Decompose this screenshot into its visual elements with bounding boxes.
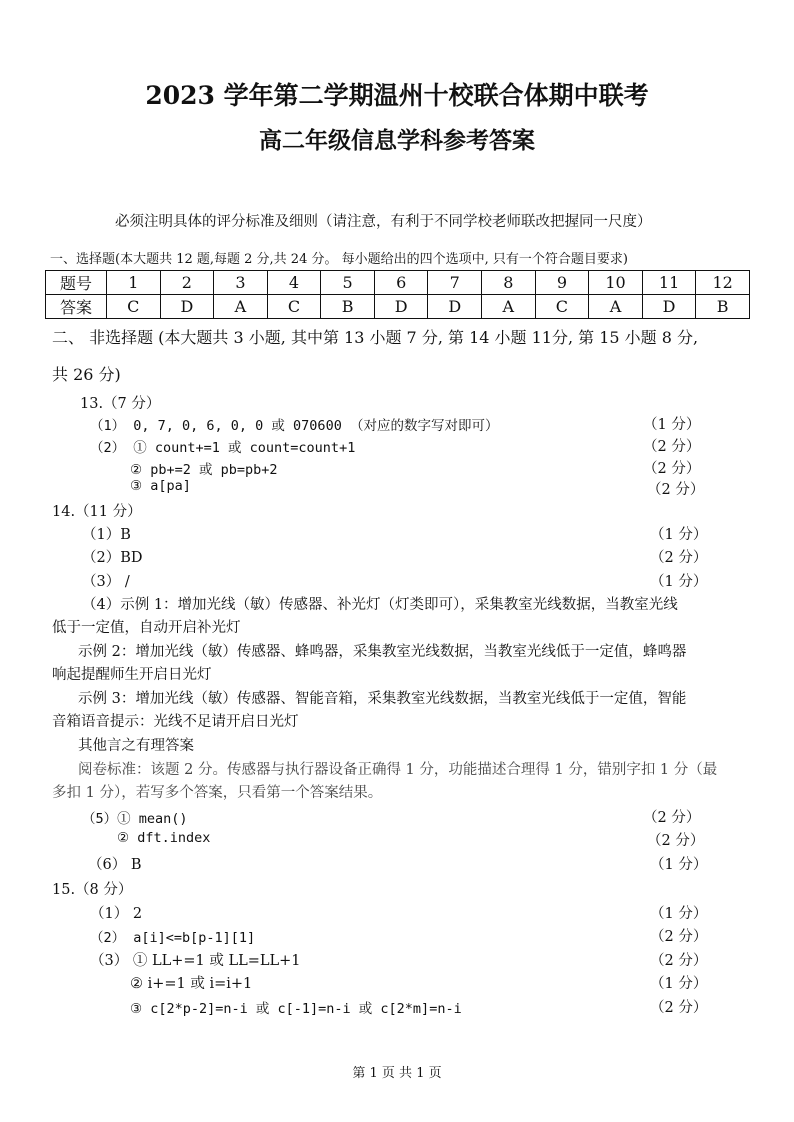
answer-cell: D (374, 295, 428, 319)
page-title: 2023 学年第二学期温州十校联合体期中联考 (145, 81, 649, 110)
q14-example-3: 示例 3：增加光线（敏）传感器、智能音箱，采集教室光线数据，当教室光线低于一定值，智能 (78, 691, 687, 707)
q13-score-2-1: （2 分） (643, 439, 701, 455)
question-number: 9 (535, 271, 589, 295)
answer-cell: C (107, 295, 161, 319)
answer-cell: B (696, 295, 750, 319)
question-number: 10 (589, 271, 643, 295)
q15-score-3-3: （2 分） (650, 1000, 708, 1016)
q14-answer-2: （2）BD (82, 550, 143, 566)
question-number: 6 (374, 271, 428, 295)
q14-title: 14.（11 分） (52, 504, 142, 520)
q15-answer-2: （2） a[i]<=b[p-1][1] (90, 930, 256, 946)
q14-answer-1: （1）B (82, 527, 131, 543)
answer-cell: C (535, 295, 589, 319)
question-number: 3 (214, 271, 268, 295)
q15-answer-3-1: （3） ① LL+=1 或 LL=LL+1 (90, 953, 301, 969)
q14-score-3: （1 分） (650, 574, 708, 590)
row-label-answers: 答案 (46, 295, 107, 319)
answer-cell: A (482, 295, 536, 319)
q13-answer-1: （1） 0, 7, 0, 6, 0, 0 或 070600 （对应的数字写对即可） (90, 418, 499, 434)
question-number: 7 (428, 271, 482, 295)
q14-score-5-2: （2 分） (647, 833, 705, 849)
q15-title: 15.（8 分） (52, 882, 133, 898)
q14-grading-standard-cont: 多扣 1 分），若写多个答案，只看第一个答案结果。 (52, 785, 383, 801)
q14-grading-standard: 阅卷标准：该题 2 分。传感器与执行器设备正确得 1 分，功能描述合理得 1 分，错别字扣 1 分（最 (78, 762, 718, 778)
q15-score-3-2: （1 分） (650, 976, 708, 992)
q14-example-1-cont: 低于一定值，自动开启补光灯 (52, 620, 241, 636)
question-number: 12 (696, 271, 750, 295)
page-subtitle: 高二年级信息学科参考答案 (259, 127, 535, 154)
q14-answer-6: （6） B (88, 857, 142, 873)
q13-answer-2-3: ③ a[pa] (130, 478, 191, 494)
question-number: 1 (107, 271, 161, 295)
question-number: 8 (482, 271, 536, 295)
q14-answer-3: （3） / (82, 574, 130, 590)
answer-cell: D (160, 295, 214, 319)
q14-example-1: （4）示例 1：增加光线（敏）传感器、补光灯（灯类即可），采集教室光线数据，当教室光线 (82, 597, 678, 613)
q14-score-5-1: （2 分） (643, 810, 701, 826)
question-number: 4 (267, 271, 321, 295)
q14-example-2-cont: 响起提醒师生开启日光灯 (52, 667, 212, 683)
q15-answer-3-2: ② i+=1 或 i=i+1 (130, 976, 253, 992)
grading-note: 必须注明具体的评分标准及细则（请注意，有利于不同学校老师联改把握同一尺度） (115, 214, 652, 230)
question-number: 5 (321, 271, 375, 295)
q14-score-2: （2 分） (650, 550, 708, 566)
q15-answer-1: （1） 2 (90, 906, 143, 922)
answer-cell: A (589, 295, 643, 319)
q14-answer-5-1: （5）① mean() (82, 811, 188, 827)
section1-heading: 一、选择题(本大题共 12 题,每题 2 分,共 24 分。 每小题给出的四个选项中, 只有一个符合题目要求) (50, 252, 628, 267)
answer-cell: D (642, 295, 696, 319)
answer-cell: D (428, 295, 482, 319)
q15-score-1: （1 分） (650, 906, 708, 922)
q13-score-1: （1 分） (643, 417, 701, 433)
q13-score-2-3: （2 分） (647, 482, 705, 498)
q15-answer-3-3: ③ c[2*p-2]=n-i 或 c[-1]=n-i 或 c[2*m]=n-i (130, 1001, 462, 1017)
q14-answer-5-2: ② dft.index (117, 830, 211, 846)
q13-title: 13.（7 分） (80, 396, 161, 412)
q14-example-3-cont: 音箱语音提示：光线不足请开启日光灯 (52, 714, 299, 730)
q13-score-2-2: （2 分） (643, 461, 701, 477)
table-row-answers (46, 295, 750, 319)
q13-answer-2-2: ② pb+=2 或 pb=pb+2 (130, 462, 278, 478)
answer-table (45, 270, 750, 319)
answer-cell: C (267, 295, 321, 319)
question-number: 2 (160, 271, 214, 295)
table-row-numbers (46, 271, 750, 295)
q15-score-2: （2 分） (650, 929, 708, 945)
row-label-numbers: 题号 (46, 271, 107, 295)
answer-cell: A (214, 295, 268, 319)
page-number: 第 1 页 共 1 页 (352, 1066, 442, 1081)
answer-cell: B (321, 295, 375, 319)
section2-heading-cont: 共 26 分) (52, 365, 121, 384)
q14-score-6: （1 分） (650, 857, 708, 873)
q14-other-answers: 其他言之有理答案 (78, 738, 194, 754)
q13-answer-2-1: （2） ① count+=1 或 count=count+1 (90, 440, 356, 456)
q14-example-2: 示例 2：增加光线（敏）传感器、蜂鸣器，采集教室光线数据，当教室光线低于一定值，蜂鸣器 (78, 644, 687, 660)
q15-score-3-1: （2 分） (650, 953, 708, 969)
question-number: 11 (642, 271, 696, 295)
section2-heading: 二、 非选择题 (本大题共 3 小题, 其中第 13 小题 7 分, 第 14 小题 11分, 第 15 小题 8 分, (52, 328, 699, 347)
q14-score-1: （1 分） (650, 527, 708, 543)
